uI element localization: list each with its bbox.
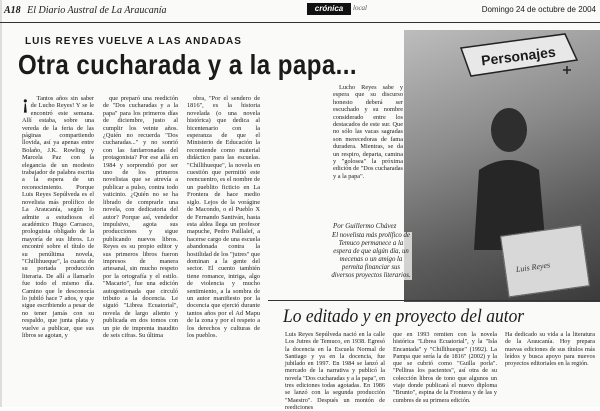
article-headline: Otra cucharada y a la papa... [18, 49, 358, 80]
issue-date: Domingo 24 de octubre de 2004 [481, 5, 596, 14]
column-text: Lucho Reyes sabe y espera que su discurso honesto deberá ser escuchado y su nombre considerado entre los destacados de este sur. Que no sólo las vacas sagradas son merecedoras de fama duradera. Mientras, se da un respiro, departa, camina y "golosea" la próxima edición de "Dos cucharadas y a la papa". [333, 84, 403, 180]
book-title: Luis Reyes [515, 260, 551, 275]
sidebar-column-3 [505, 331, 595, 405]
section-logo-sub: local [353, 4, 367, 12]
sidebar-text: que en 1993 remiten con la novela histórica "Librea Ecuatorial", y la "Isla Encantada" y "Chillihueque" (1992). La Pampa que sería la de 1816" (2002) y la que se cubrió como "Guilla porla". "Pelliras los pacientes", así otra de su colección libros de tono que algunos un viaje donde publicará el nuevo diploma "Brunto", espina de la Frontera y de las y cumbres de su primera edición. [393, 331, 497, 404]
article-kicker: LUIS REYES VUELVE A LAS ANDADAS [25, 36, 242, 47]
page-number: A18 [4, 5, 21, 16]
column-text: que preparó una reedición de "Dos cucharadas y a la papa" para los primeros días de diciembre, justo al cumplir los veinte años. ¿Quién no recuerda "Dos cucharadas..." y no sonrió con las fanfarronadas del protagonista? Por ese allá en 1984 y sorprendió por ser uno de los primeros novelistas que se atrevía a publicar a pulso, contra todo vaticinio. ¿Quién no se ha librado de comprarle una novela, con dedicatoria del autor? Porque así, vendedor impulsivo, agota sus producciones y sigue publicando nuevos libros. Reyes es su propio editor y sus primeros libros fueron impresos de manera artesanal, sin mucho respeto por la ortografía y el estilo. "Macario", fue una edición autogestionada que circuló tributo a la docencia. Le siguió "Librea Ecuatorial", novela de largo aliento y publicada en dos tomos con un pie de imprenta inaudito de seis cifras. Su última [103, 95, 178, 339]
sidebar-text: Luis Reyes Sepúlveda nació en la calle Los Jutres de Temuco, en 1938. Egresó la docencia en la Escuela Normal de Santiago y ya en la docencia, fue jubilado en 1997. En 1984 se lanzó al mercado de la narrativa y publicó la novela "Dos cucharadas y a la papa", en tres ediciones todas agotadas. En 1986 se lanzó con la segunda producción "Maestro". Después un montón de reediciones [285, 331, 385, 411]
section-logo: crónica [307, 3, 351, 15]
dropcap: ¡ [22, 92, 29, 114]
column-text: obra, "Por el sendero de 1816", es la historia novelada (o una novela histórica) que dedica al bicentenario con la esperanza de que el Ministerio de Educación la recomiende como material didáctico para las escuelas. "Chillihueque", la novela en cuestión que permitió este reencuentro, es el nombre de un pueblito ficticio en La Frontera de hace medio siglo. Lejos de la vorágine de Macondo, o el Pueblo X de Fernando Santiván, hasta esta aldea llega un profesor mapuche, Pedro Paillalef, a hacerse cargo de una escuela abandonada contra la hostilidad de los "jutres" que dominan a la gente del sector. El cuento también tiene romance, intriga, algo de violencia y mucho sentimiento, a la sombra de un autor manifiesto por la docencia que ejerció durante tantos años por el Ad Mapu de la zona y por el respeto a los derechos y culturas de los pueblos. [187, 95, 260, 339]
page-header [0, 0, 600, 23]
book-cover [500, 225, 590, 298]
header-left [4, 5, 167, 16]
sidebar-column-1 [285, 331, 385, 411]
scan-edge [0, 0, 2, 407]
byline: Por Guillermo Chávez [333, 222, 397, 230]
sidebar-text: Ha dedicado su vida a la literatura de la Araucanía. Hoy prepara nuevas ediciones de sus títulos más leídos y busca apoyo para nuevos proyectos editoriales en la región. [505, 331, 595, 368]
sidebar-column-2 [393, 331, 497, 405]
article-column-4 [333, 84, 403, 199]
sidebar-heading: Lo editado y en proyecto del autor [283, 306, 525, 327]
article-column-2 [103, 95, 178, 402]
person-silhouette [464, 100, 554, 250]
newspaper-name: El Diario Austral de La Araucanía [27, 5, 167, 16]
sidebar-rule [268, 300, 600, 301]
section-tag-graphic [455, 30, 583, 90]
column-text: Tantos años sin saber de Lucho Reyes! Y se le encontró este semana. Allí estaba, sobre una vereda de la feria de las páginas compartiendo llovida, así ya apenas entre Bolaño, J.K. Rowling y Marcela Paz con la elegancia de un modesto trabajador de palabra escrita a la espera de un reconocimiento. Porque Luis Reyes Sepúlveda es el novelista más prolífico de La Araucanía, según lo admite a estudiosos el académico Hugo Carrasco, prologuista obligado de la mayoría de sus libros. Lo encontré sobre el título de su penúltima novela, "Chillihueque", la cuarta de su portada producción literaria. De allí a llamarlo fue todo el mismo día. Camino que le desconocía lo jubiló hace 7 años, y que sigue escribiendo a pesar de no tener jamás con su respaldo, que junta plata y vuelve a publicar, que sus libros se agotan, y [22, 95, 94, 339]
photo-caption: El novelista más prolífico de Temuco permanece a la espera de que algún día, un mecenas o un amigo la permita financiar sus diversos proyectos literarios. [331, 232, 411, 279]
article-column-1 [22, 92, 94, 402]
article-column-3 [187, 95, 260, 355]
section-tag-label: Personajes [480, 43, 557, 69]
